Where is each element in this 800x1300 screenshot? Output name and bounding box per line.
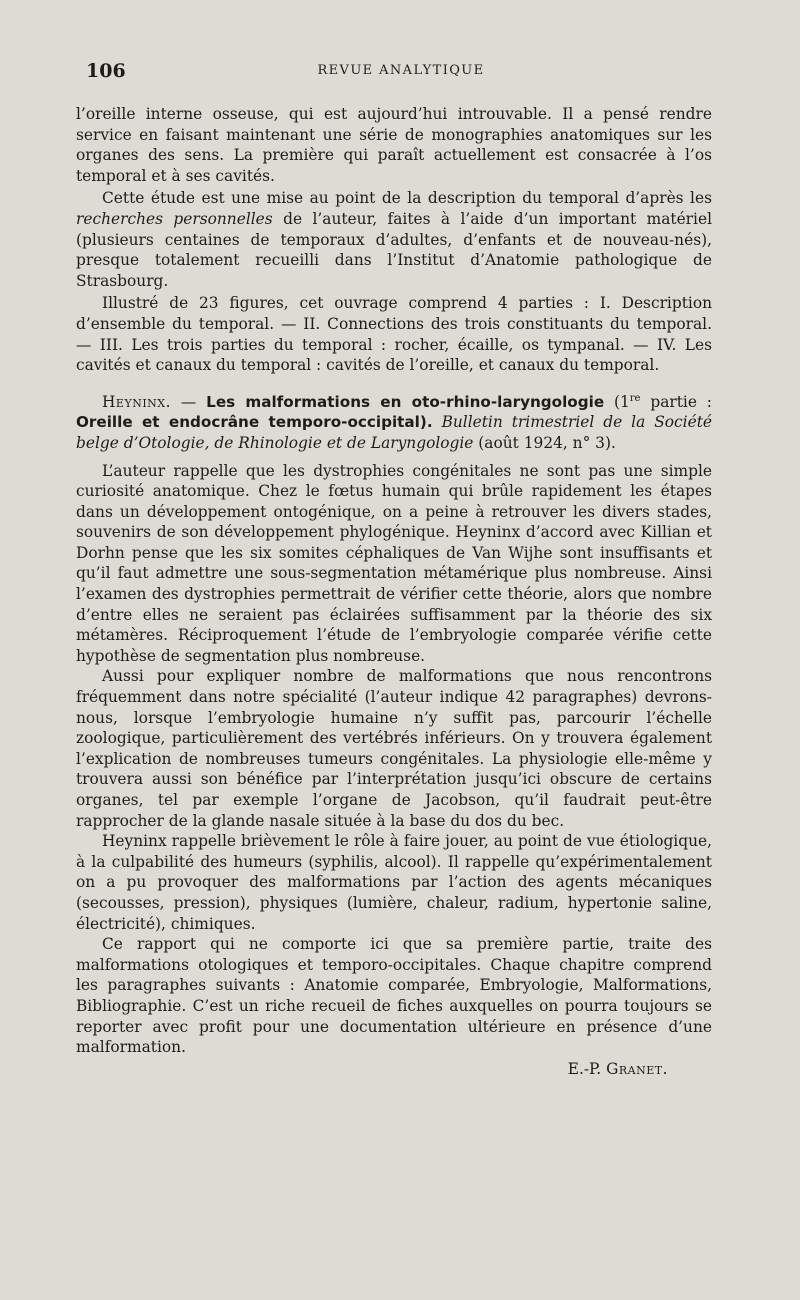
- review-paragraph-3: Heyninx rappelle brièvement le rôle à faire jouer, au point de vue étiologique, à la culpabilité des humeurs (syphilis, alcool). Il rappelle qu’expérimentalement on a pu provoquer des malformations par l’action des agents mécaniques (secousses, pression), physiques (lumière, chaleur, radium, hypertonie saline, électricité), chimiques.: [76, 832, 712, 933]
- signature-initials: E.-P.: [567, 1059, 607, 1078]
- signature: [76, 1059, 712, 1080]
- reference-dash: —: [171, 392, 207, 411]
- page-body: [76, 104, 712, 1079]
- p2-italic-text: recherches personnelles: [76, 209, 273, 228]
- paragraph-contents: Illustré de 23 figures, cet ouvrage comprend 4 parties : I. Description d’ensemble du temporal. — II. Connections des trois constituants du temporal. — III. Les trois parties du temporal : rocher, écaille, os tympanal. — IV. Les cavités et canaux du temporal : cavités de l’oreille, et canaux du temporal.: [76, 294, 712, 375]
- p2-text-after: de l’auteur, faites à l’aide d’un important matériel (plusieurs centaines de temporaux d’adultes, d’enfants et de nouveau-nés), presque totalement recueilli dans l’Institut d’Anatomie pathologique de Strasbourg.: [76, 209, 712, 290]
- reference-journal: Bulletin trimestriel de la Société belge d’Otologie, de Rhinologie et de Laryngologie: [76, 413, 712, 452]
- reference-author: Heyninx.: [102, 392, 172, 411]
- bibliographic-reference: [76, 392, 712, 454]
- reference-date: (août 1924, n° 3).: [473, 433, 616, 452]
- signature-name: Granet.: [606, 1059, 668, 1078]
- reference-title-1: Les malformations en oto-rhino-laryngologie: [206, 392, 605, 411]
- reference-title-2: Oreille et endocrâne temporo-occipital).: [76, 413, 433, 432]
- reference-part-sup: re: [629, 392, 641, 404]
- review-paragraph-1: L’auteur rappelle que les dystrophies congénitales ne sont pas une simple curiosité anatomique. Chez le fœtus humain qui brûle rapidement les étapes dans un développement ontogénique, on a peine à retrouver les divers stades, souvenirs de son développement phylogénique. Heyninx d’accord avec Killian et Dorhn pense que les six somites céphaliques de Van Wijhe sont insuffisants et qu’il faut admettre une sous-segmentation métamérique plus nombreuse. Ainsi l’examen des dystrophies permettrait de vérifier cette théorie, alors que nombre d’entre elles ne seraient pas éclairées suffisamment par la théorie des six métamères. Réciproquement l’étude de l’embryologie comparée vérifie cette hypothèse de segmentation plus nombreuse.: [76, 461, 712, 665]
- review-paragraph-4: Ce rapport qui ne comporte ici que sa première partie, traite des malformations otologiques et temporo-occipitales. Chaque chapitre comprend les paragraphes suivants : Anatomie comparée, Embryologie, Malformations, Bibliographie. C’est un riche recueil de fiches auxquelles on pourra toujours se reporter avec profit pour une documentation ultérieure en présence d’une malformation.: [76, 935, 712, 1057]
- running-head: REVUE ANALYTIQUE: [317, 63, 485, 78]
- reference-part-close: partie :: [640, 392, 712, 411]
- review-paragraph-2: Aussi pour expliquer nombre de malformations que nous rencontrons fréquemment dans notre spécialité (l’auteur indique 42 paragraphes) devrons-nous, lorsque l’embryologie humaine n’y suffit pas, parcourir l’échelle zoologique, particulièrement des vertébrés inférieurs. On y trouvera également l’explication de nombreuses tumeurs congénitales. La physiologie elle-même y trouvera aussi son bénéfice par l’interprétation jusqu’ici obscure de certains organes, tel par exemple l’organe de Jacobson, qu’il faudrait peut-être rapprocher de la glande nasale située à la base du dos du bec.: [76, 667, 712, 830]
- p2-text-before: Cette étude est une mise au point de la description du temporal d’après les: [102, 189, 712, 208]
- paragraph-continuation: l’oreille interne osseuse, qui est aujourd’hui introuvable. Il a pensé rendre service en faisant maintenant une série de monographies anatomiques sur les organes des sens. La première qui paraît actuellement est consacrée à l’os temporal et à ses cavités.: [76, 105, 712, 185]
- paragraph-study-description: [76, 188, 712, 291]
- reference-part-open: (1: [604, 392, 630, 411]
- page-header: [86, 60, 716, 88]
- page-number: 106: [86, 60, 126, 82]
